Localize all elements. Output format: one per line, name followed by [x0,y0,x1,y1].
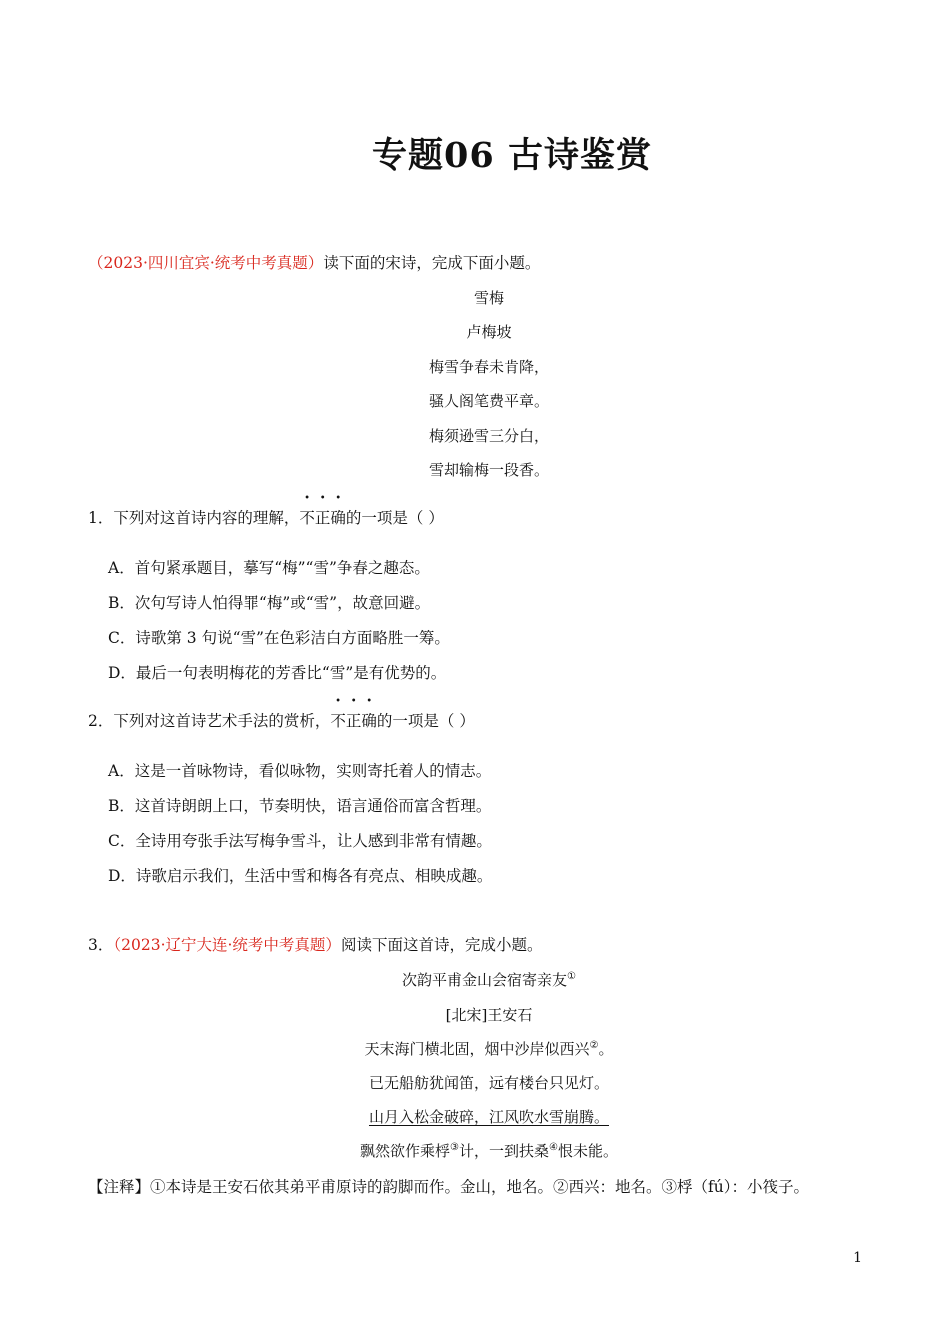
poem-author: 卢梅坡 [466,323,512,341]
page-title: 专题06 古诗鉴赏 [372,135,652,176]
question-3-intro: 3．（2023·辽宁大连·统考中考真题）阅读下面这首诗，完成小题。 [88,936,543,954]
question-1-option-d: D．最后一句表明梅花的芳香比“雪”是有优势的。 [108,664,447,682]
question-2-stem: 2．下列对这首诗艺术手法的赏析，不正确的一项是（ ） [88,712,475,730]
poem-line: 梅须逊雪三分白， [428,427,549,445]
annotation [88,1175,809,1197]
poem-2-title: 次韵平甫金山会宿寄亲友① [402,971,576,989]
poem-2-line: 已无船舫犹闻笛，远有楼台只见灯。 [368,1074,609,1092]
intro-text: 读下面的宋诗，完成下面小题。 [323,254,541,272]
poem-title: 雪梅 [473,289,504,307]
poem-line: 骚人阁笔费平章。 [428,392,549,410]
source-tag: （2023·辽宁大连·统考中考真题） [113,936,341,954]
question-2-option-b: B．这首诗朗朗上口，节奏明快，语言通俗而富含哲理。 [108,797,492,815]
question-1-option-c: C．诗歌第 3 句说“雪”在色彩洁白方面略胜一筹。 [108,629,450,647]
question-2-option-d: D．诗歌启示我们，生活中雪和梅各有亮点、相映成趣。 [108,867,493,885]
annotation-text: ①本诗是王安石依其弟平甫原诗的韵脚而作。金山，地名。②西兴：地名。③桴（fú）：小筏子。 [150,1178,809,1196]
poem-2-line: 飘然欲作乘桴③计，一到扶桑④恨未能。 [360,1142,618,1160]
poem-2-line-underlined: 山月入松金破碎，江风吹水雪崩腾。 [368,1108,609,1126]
question-2-option-a: A．这是一首咏物诗，看似咏物，实则寄托着人的情志。 [108,762,492,780]
question-1-option-a: A．首句紧承题目，摹写“梅”“雪”争春之趣态。 [108,559,430,577]
question-2-option-c: C．全诗用夸张手法写梅争雪斗，让人感到非常有情趣。 [108,832,492,850]
poem-2-author: [北宋]王安石 [445,1006,533,1024]
question-1-stem: 1．下列对这首诗内容的理解，不正确的一项是（ ） [88,509,444,527]
question-intro [88,251,540,273]
source-tag: （2023·四川宜宾·统考中考真题） [88,254,324,272]
poem-line: 雪却输梅一段香。 [428,461,549,479]
poem-line: 梅雪争春未肯降， [428,358,549,376]
question-1-option-b: B．次句写诗人怕得罪“梅”或“雪”，故意回避。 [108,594,431,612]
poem-2-line: 天末海门横北固，烟中沙岸似西兴②。 [364,1040,614,1058]
annotation-label: 【注释】 [88,1178,151,1196]
page-number: 1 [853,1250,862,1266]
